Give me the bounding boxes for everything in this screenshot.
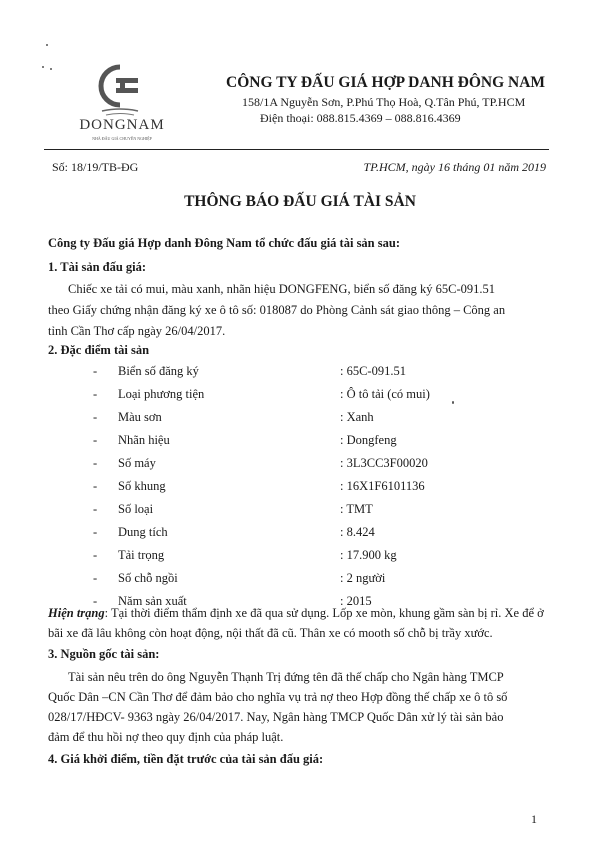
section-3-line: Tài sản nêu trên do ông Nguyễn Thạnh Trị đứng tên đã thế chấp cho Ngân hàng TMCP: [68, 670, 504, 684]
spec-label: Màu sơn: [118, 410, 162, 424]
spec-row: [0, 525, 600, 545]
document-date: TP.HCM, ngày 16 tháng 01 năm 2019: [363, 160, 546, 174]
spec-label: Số loại: [118, 502, 154, 516]
spec-row: [0, 456, 600, 476]
section-1-heading: 1. Tài sản đấu giá:: [48, 260, 147, 274]
section-1-line: Chiếc xe tải có mui, màu xanh, nhãn hiệu DONGFENG, biển số đăng ký 65C-091.51: [68, 282, 496, 296]
spec-label: Tải trọng: [118, 548, 165, 562]
company-phone: Điện thoại: 088.815.4369 – 088.816.4369: [260, 111, 461, 125]
spec-label: Loại phương tiện: [118, 387, 205, 401]
company-address: 158/1A Nguyễn Sơn, P.Phú Thọ Hoà, Q.Tân Phú, TP.HCM: [242, 95, 526, 109]
spec-row: [0, 479, 600, 499]
spec-value: : 8.424: [340, 525, 375, 539]
row-dash: -: [93, 456, 98, 470]
spec-label: Số máy: [118, 456, 156, 470]
condition-text: : Tại thời điểm thẩm định xe đã qua sử dụng. Lốp xe mòn, khung gầm sàn bị rỉ. Xe để ở: [104, 606, 544, 620]
row-dash: -: [93, 548, 98, 562]
spec-label: Số khung: [118, 479, 166, 493]
row-dash: -: [93, 571, 98, 585]
document-title: THÔNG BÁO ĐẤU GIÁ TÀI SẢN: [184, 193, 416, 210]
spec-value: : 16X1F6101136: [340, 479, 425, 493]
spec-value: : Xanh: [340, 410, 374, 424]
spec-label: Biển số đăng ký: [118, 364, 199, 378]
spec-row: [0, 364, 600, 384]
row-dash: -: [93, 525, 98, 539]
logo-wordmark: DONGNAM: [79, 117, 165, 133]
spec-row: [0, 548, 600, 568]
spec-value: : 2 người: [340, 571, 386, 585]
spec-value: : Dongfeng: [340, 433, 397, 447]
row-dash: -: [93, 502, 98, 516]
spec-label: Nhãn hiệu: [118, 433, 170, 447]
spec-row: [0, 410, 600, 430]
scan-speck: [46, 44, 48, 46]
spec-value: : TMT: [340, 502, 373, 516]
scan-speck: [50, 68, 52, 70]
spec-row: [0, 433, 600, 453]
spec-value: : Ô tô tải (có mui): [340, 387, 430, 401]
document-number: Số: 18/19/TB-ĐG: [52, 160, 139, 174]
section-1-line: theo Giấy chứng nhận đăng ký xe ô tô số: 018087 do Phòng Cảnh sát giao thông – Công an: [48, 303, 506, 317]
row-dash: -: [93, 410, 98, 424]
lead-statement: Công ty Đấu giá Hợp danh Đông Nam tổ chức đấu giá tài sản sau:: [48, 236, 400, 250]
section-3-line: 028/17/HĐCV- 9363 ngày 26/04/2017. Nay, Ngân hàng TMCP Quốc Dân xử lý tài sản bảo: [48, 710, 504, 724]
row-dash: -: [93, 387, 98, 401]
company-name: CÔNG TY ĐẤU GIÁ HỢP DANH ĐÔNG NAM: [226, 74, 546, 91]
row-dash: -: [93, 364, 98, 378]
logo-tagline: NHÀ ĐẤU GIÁ CHUYÊN NGHIỆP: [92, 136, 152, 141]
spec-row: [0, 571, 600, 591]
section-2-heading: 2. Đặc điểm tài sản: [48, 343, 150, 357]
condition-label: Hiện trạng: [48, 606, 105, 620]
section-3-line: đảm để thu hồi nợ theo quy định của pháp luật.: [48, 730, 284, 744]
spec-row: [0, 387, 600, 407]
spec-value: : 2015: [340, 594, 372, 608]
section-3-line: Quốc Dân –CN Cần Thơ để đảm bảo cho nghĩa vụ trả nợ theo Hợp đồng thế chấp xe ô tô số: [48, 690, 508, 704]
row-dash: -: [93, 433, 98, 447]
spec-label: Dung tích: [118, 525, 168, 539]
section-1-body: [48, 279, 548, 342]
condition-paragraph: [48, 603, 548, 643]
spec-label: Năm sản xuất: [118, 594, 187, 608]
section-3-heading: 3. Nguồn gốc tài sản:: [48, 647, 160, 661]
row-dash: -: [93, 594, 98, 608]
spec-value: : 65C-091.51: [340, 364, 406, 378]
section-1-line: tỉnh Cần Thơ cấp ngày 26/04/2017.: [48, 324, 226, 338]
spec-row: [0, 502, 600, 522]
spec-value: : 17.900 kg: [340, 548, 397, 562]
spec-value: : 3L3CC3F00020: [340, 456, 428, 470]
spec-label: Số chỗ ngồi: [118, 571, 178, 585]
dongnam-logo-mark: [98, 64, 142, 120]
scan-speck: [42, 66, 44, 68]
row-dash: -: [93, 479, 98, 493]
header-divider: [44, 149, 549, 150]
section-3-body: [48, 667, 548, 747]
section-4-heading: 4. Giá khởi điểm, tiền đặt trước của tài sản đấu giá:: [48, 752, 324, 766]
condition-text: bãi xe đã lâu không còn hoạt động, nội thất đã cũ. Thân xe có mooth số chỗ bị trầy xước.: [48, 626, 493, 640]
page-number: 1: [531, 812, 537, 826]
